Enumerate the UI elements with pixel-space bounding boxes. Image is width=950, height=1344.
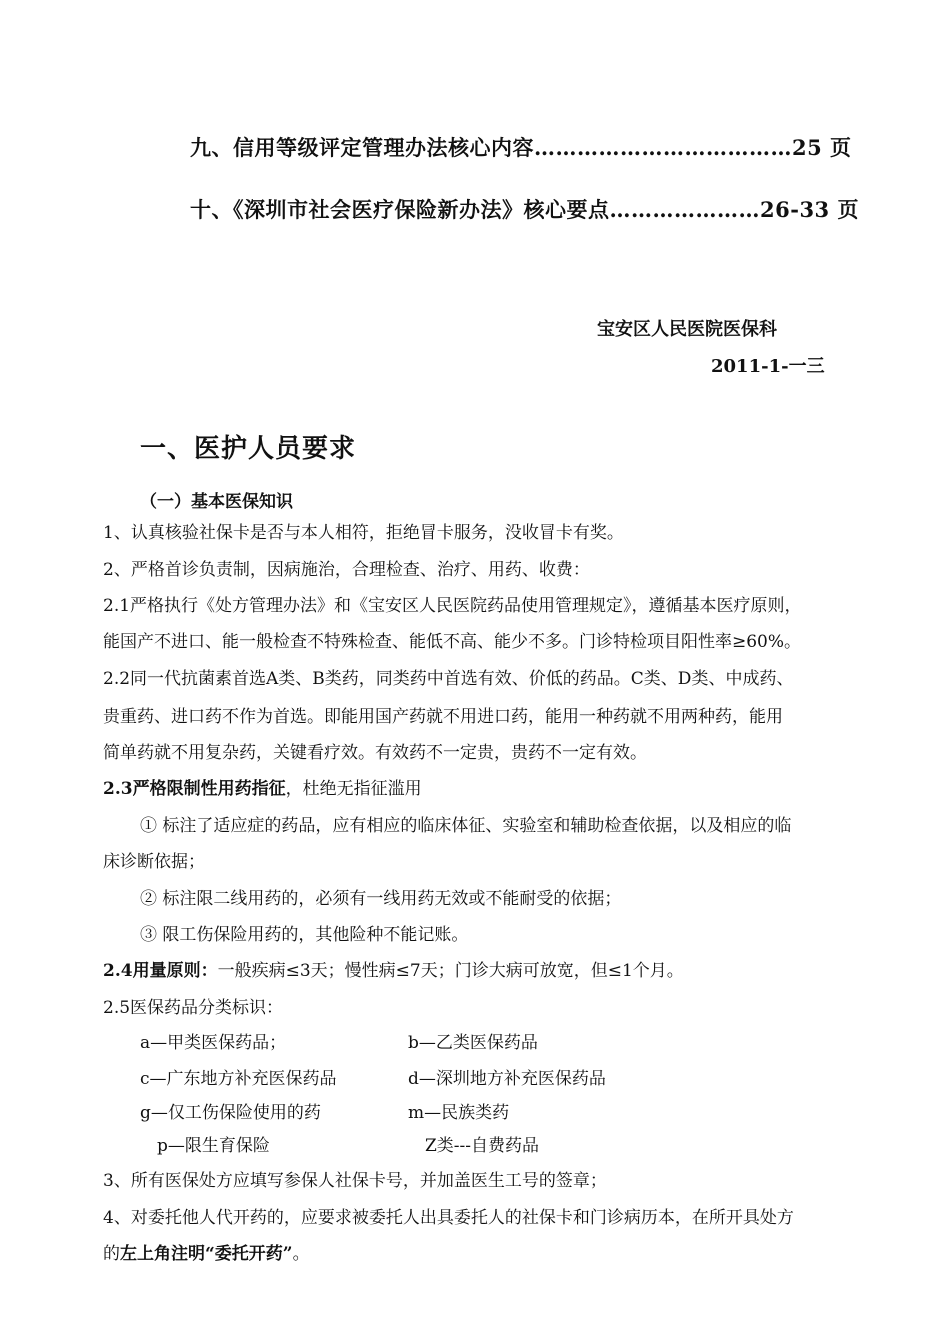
paragraph-2-1-line-2: 能国产不进口、能一般检查不特殊检查、能低不高、能少不多。门诊特检项目阳性率≥60%。	[103, 632, 802, 652]
paragraph-4-line-1: 4、对委托他人代开药的，应要求被委托人出具委托人的社保卡和门诊病历本，在所开具处方	[103, 1208, 794, 1228]
paragraph-2-2-line-2: 贵重药、进口药不作为首选。即能用国产药就不用进口药，能用一种药就不用两种药，能用	[103, 707, 783, 727]
paragraph-2-1-line-1: 2.1严格执行《处方管理办法》和《宝安区人民医院药品使用管理规定》，遵循基本医疗原则，	[103, 596, 802, 616]
paragraph-4-pre: 的	[103, 1244, 120, 1264]
category-m: m—民族类药	[408, 1103, 510, 1123]
section-subtitle: （一）基本医保知识	[140, 492, 293, 512]
toc-item-10: 十、《深圳市社会医疗保险新办法》核心要点…………………26-33 页	[190, 197, 859, 222]
toc-item-9: 九、信用等级评定管理办法核心内容………………………………25 页	[190, 135, 852, 160]
category-d: d—深圳地方补充医保药品	[408, 1069, 606, 1089]
category-a: a—甲类医保药品；	[140, 1033, 287, 1053]
category-b: b—乙类医保药品	[408, 1033, 538, 1053]
paragraph-1: 1、认真核验社保卡是否与本人相符，拒绝冒卡服务，没收冒卡有奖。	[103, 523, 624, 543]
clause-2: ② 标注限二线用药的，必须有一线用药无效或不能耐受的依据；	[140, 889, 622, 909]
clause-3: ③ 限工伤保险用药的，其他险种不能记账。	[140, 925, 469, 945]
paragraph-4-bold: 左上角注明“委托开药”	[120, 1244, 293, 1264]
paragraph-2-2-line-3: 简单药就不用复杂药，关键看疗效。有效药不一定贵，贵药不一定有效。	[103, 743, 647, 763]
clause-1-line-2: 床诊断依据；	[103, 852, 205, 872]
paragraph-2-4	[103, 961, 684, 981]
paragraph-2-3	[103, 779, 422, 799]
signature-date: 2011-1-一三	[711, 356, 825, 377]
category-z: Z类---自费药品	[425, 1136, 540, 1156]
paragraph-2-3-bold: 2.3严格限制性用药指征	[103, 779, 286, 799]
paragraph-4-line-2	[103, 1244, 310, 1264]
paragraph-2-4-rest: 一般疾病≤3天；慢性病≤7天；门诊大病可放宽，但≤1个月。	[217, 961, 684, 981]
category-p: p—限生育保险	[157, 1136, 270, 1156]
paragraph-2-4-bold: 2.4用量原则：	[103, 961, 218, 981]
paragraph-2-2-line-1: 2.2同一代抗菌素首选A类、B类药，同类药中首选有效、价低的药品。C类、D类、中成药、	[103, 669, 794, 689]
paragraph-2-5: 2.5医保药品分类标识：	[103, 998, 284, 1018]
category-g: g—仅工伤保险使用的药	[140, 1103, 321, 1123]
paragraph-4-post: 。	[292, 1244, 310, 1264]
paragraph-2-3-rest: ，杜绝无指征滥用	[285, 779, 422, 799]
paragraph-2: 2、严格首诊负责制，因病施治，合理检查、治疗、用药、收费：	[103, 560, 590, 580]
category-c: c—广东地方补充医保药品	[140, 1069, 337, 1089]
paragraph-3: 3、所有医保处方应填写参保人社保卡号，并加盖医生工号的签章；	[103, 1171, 607, 1191]
section-title: 一、医护人员要求	[140, 434, 357, 464]
signature-org: 宝安区人民医院医保科	[597, 319, 777, 340]
clause-1-line-1: ① 标注了适应症的药品，应有相应的临床体征、实验室和辅助检查依据，以及相应的临	[140, 816, 792, 836]
